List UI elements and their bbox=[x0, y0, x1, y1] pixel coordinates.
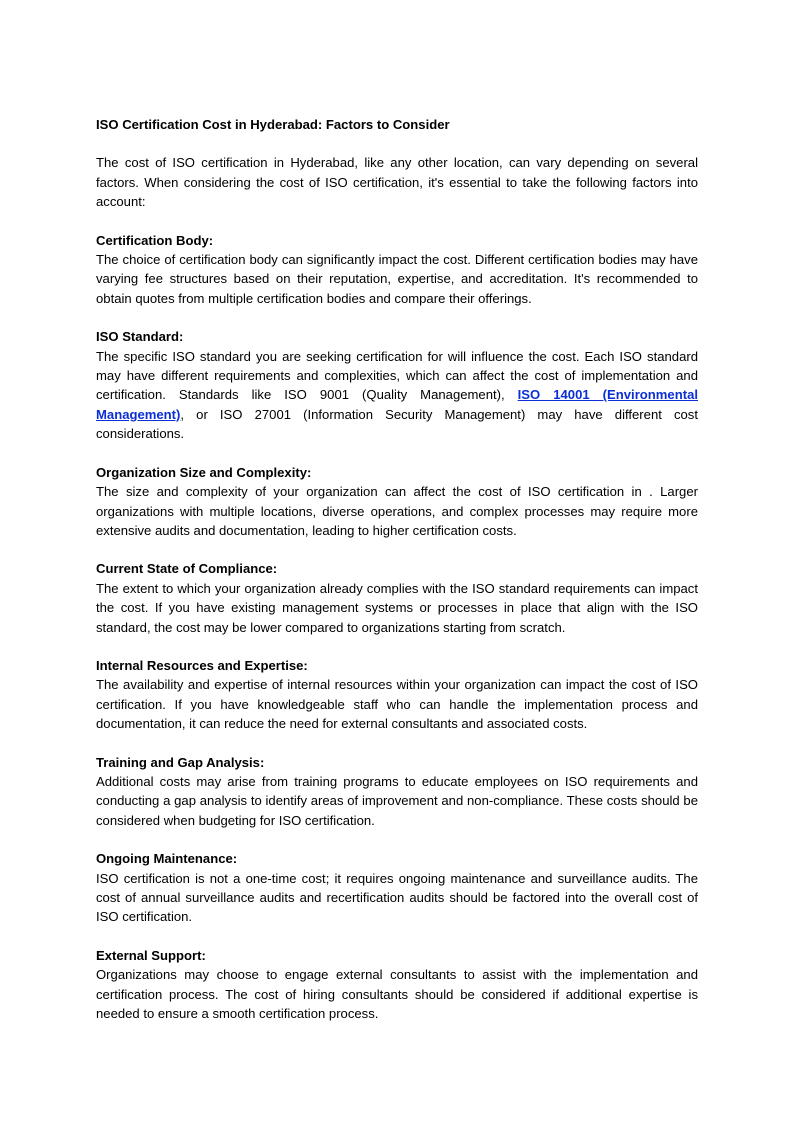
section-body bbox=[96, 347, 698, 444]
section-iso-standard bbox=[96, 327, 698, 443]
document-title: ISO Certification Cost in Hyderabad: Factors to Consider bbox=[96, 117, 450, 132]
section-internal-resources bbox=[96, 656, 698, 734]
section-heading: Ongoing Maintenance: bbox=[96, 851, 238, 867]
intro-paragraph: The cost of ISO certification in Hyderabad, like any other location, can vary depending on several factors. When considering the cost of ISO certification, it's essential to take the following factors into account: bbox=[96, 155, 698, 210]
section-heading: Current State of Compliance: bbox=[96, 561, 278, 577]
section-external-support bbox=[96, 946, 698, 1024]
document-page bbox=[96, 115, 698, 1042]
section-ongoing-maintenance bbox=[96, 849, 698, 927]
section-heading: Internal Resources and Expertise: bbox=[96, 657, 308, 673]
section-heading: Training and Gap Analysis: bbox=[96, 754, 265, 770]
section-body-text: The specific ISO standard you are seeking certification for will influence the cost. Each ISO standard may have different requirements and complexities, which can affect the cost of implementation and certification. Standards like ISO 9001 (Quality Management), bbox=[96, 348, 698, 403]
section-body: ISO certification is not a one-time cost; it requires ongoing maintenance and surveillance audits. The cost of annual surveillance audits and recertification audits should be factored into the overall cost of ISO certification. bbox=[96, 870, 698, 925]
section-body: The size and complexity of your organization can affect the cost of ISO certification in . Larger organizations with multiple locations, diverse operations, and complex processes may require more extensive audits and documentation, leading to higher certification costs. bbox=[96, 484, 698, 538]
section-heading: ISO Standard: bbox=[96, 329, 184, 345]
section-heading: Certification Body: bbox=[96, 232, 214, 248]
section-training-gap bbox=[96, 753, 698, 831]
section-body: The extent to which your organization already complies with the ISO standard requirements can impact the cost. If you have existing management systems or processes in place that align with the ISO standard, the cost may be lower compared to organizations starting from scratch. bbox=[96, 580, 698, 635]
section-body: Organizations may choose to engage external consultants to assist with the implementation and certification process. The cost of hiring consultants should be considered if additional expertise is needed to ensure a smooth certification process. bbox=[96, 967, 698, 1022]
section-body: The choice of certification body can significantly impact the cost. Different certification bodies may have varying fee structures based on their reputation, expertise, and accreditation. It's recommended to obtain quotes from multiple certification bodies and compare their offerings. bbox=[96, 252, 698, 306]
section-heading: Organization Size and Complexity: bbox=[96, 464, 312, 480]
section-body: The availability and expertise of internal resources within your organization can impact the cost of ISO certification. If you have knowledgeable staff who can handle the implementation process and documentation, it can reduce the need for external consultants and associated costs. bbox=[96, 677, 698, 732]
section-organization-size bbox=[96, 463, 698, 541]
section-compliance-state bbox=[96, 559, 698, 637]
iso-14001-link[interactable]: ISO 14001 (Environmental Management) bbox=[96, 387, 698, 422]
section-certification-body bbox=[96, 231, 698, 309]
section-heading: External Support: bbox=[96, 947, 206, 963]
section-body-text: , or ISO 27001 (Information Security Management) may have different cost considerations. bbox=[96, 406, 698, 442]
section-body: Additional costs may arise from training programs to educate employees on ISO requirements and conducting a gap analysis to identify areas of improvement and non-compliance. These costs should be considered when budgeting for ISO certification. bbox=[96, 773, 698, 828]
